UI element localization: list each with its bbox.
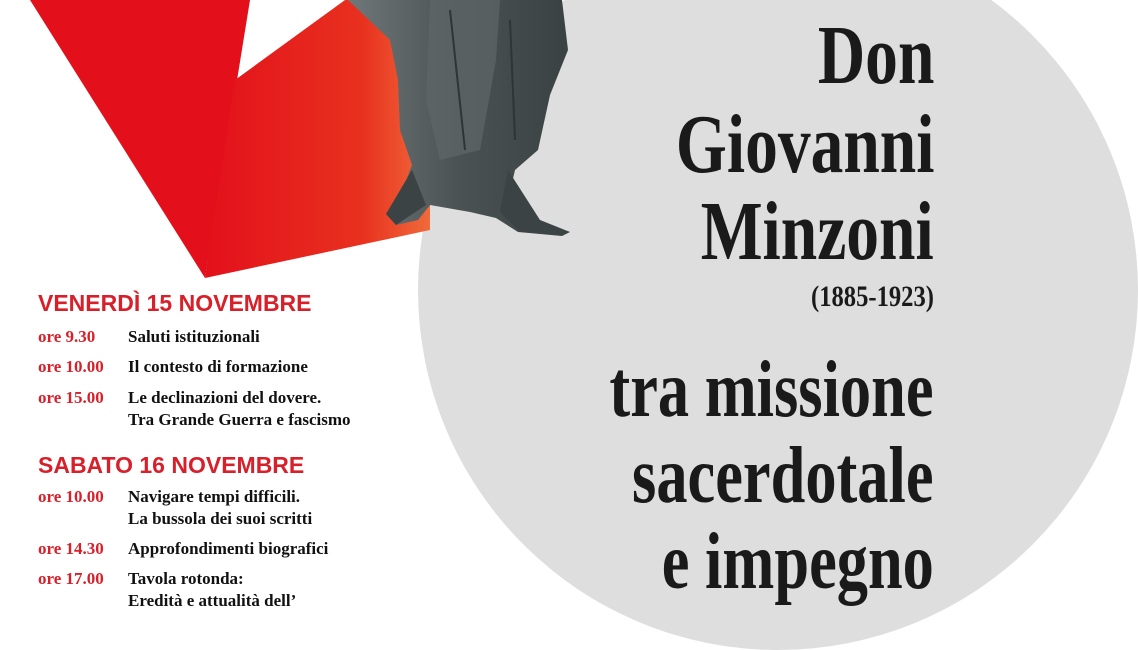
program-time: ore 15.00 xyxy=(38,388,104,407)
day-heading-friday: VENERDÌ 15 NOVEMBRE xyxy=(38,290,312,316)
statue-image xyxy=(300,0,600,240)
program-text-continued: Tra Grande Guerra e fascismo xyxy=(128,410,351,429)
program-text: Tavola rotonda: xyxy=(128,569,244,588)
program-text: Le declinazioni del dovere. xyxy=(128,388,322,407)
program-time: ore 9.30 xyxy=(38,327,96,346)
program-text: Approfondimenti biografici xyxy=(128,539,329,558)
program-text-continued: La bussola dei suoi scritti xyxy=(128,509,313,528)
program-text: Navigare tempi difficili. xyxy=(128,487,301,506)
program-time: ore 17.00 xyxy=(38,569,104,588)
subtitle-line-2: sacerdotale xyxy=(632,432,934,520)
program-text: Saluti istituzionali xyxy=(128,327,260,346)
subtitle-line-1: tra missione xyxy=(609,346,934,434)
life-dates: (1885-1923) xyxy=(811,280,934,313)
day-heading-saturday: SABATO 16 NOVEMBRE xyxy=(38,452,305,478)
program-time: ore 10.00 xyxy=(38,357,104,376)
title-line-3: Minzoni xyxy=(701,185,934,278)
program-text: Il contesto di formazione xyxy=(128,357,308,376)
title-line-1: Don xyxy=(817,9,934,102)
title-line-2: Giovanni xyxy=(675,98,934,191)
subtitle-line-3: e impegno xyxy=(661,518,934,606)
program-time: ore 10.00 xyxy=(38,487,104,506)
program-time: ore 14.30 xyxy=(38,539,104,558)
program-text-continued: Eredità e attualità dell’ xyxy=(128,591,297,610)
